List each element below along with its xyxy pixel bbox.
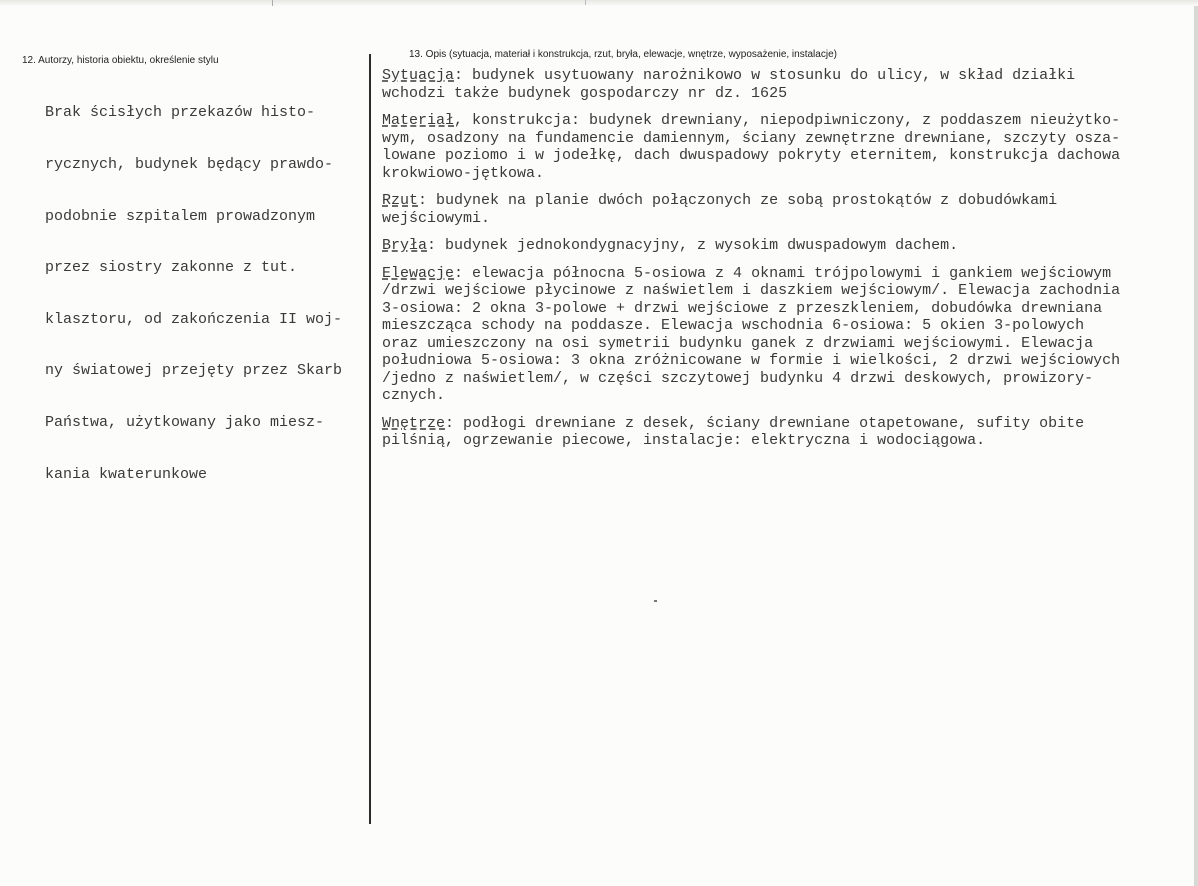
- card-top-edge: [0, 0, 1198, 6]
- description-line: [382, 415, 1182, 433]
- section-elewacje: [382, 265, 1182, 405]
- description-line: wchodzi także budynek gospodarczy nr dz. 1625: [382, 84, 788, 102]
- column-divider: [369, 54, 371, 824]
- section-bryła: [382, 237, 1182, 255]
- section-label: Materiał: [382, 112, 455, 129]
- description-line: oraz umieszczony na osi symetrii budynku ganek z drzwiami wejściowymi. Elewacja: [382, 334, 1094, 352]
- description-line: lowane poziomo i w jodełkę, dach dwuspadowy pokryty eternitem, konstrukcja dachowa: [382, 147, 1121, 164]
- history-line: Brak ścisłych przekazów histo-: [45, 104, 316, 122]
- description-line: cznych.: [382, 387, 446, 404]
- section-sytuacja: [382, 67, 1182, 102]
- description-line: /jedno z naświetlem/, w części szczytowej budynku 4 drzwi deskowych, prowizory-: [382, 369, 1094, 387]
- description-line: wejściowymi.: [382, 209, 491, 227]
- history-line: podobnie szpitalem prowadzonym: [45, 207, 316, 225]
- history-line: rycznych, budynek będący prawdo-: [45, 156, 334, 174]
- section-materiał: [382, 112, 1182, 182]
- description-line: [382, 192, 1182, 210]
- section-text: , konstrukcja: budynek drewniany, niepodpiwniczony, z poddaszem nieużytko-: [454, 112, 1121, 129]
- description-line: [382, 112, 1182, 130]
- description-line: pilśnią, ogrzewanie piecowe, instalacje: elektryczna i wodociągowa.: [382, 432, 986, 449]
- paper-mark: [585, 0, 586, 5]
- section-text: : budynek usytuowany narożnikowo w stosunku do ulicy, w skład działki: [454, 67, 1076, 84]
- section-label: Sytuacja: [382, 67, 455, 84]
- section-text: : podłogi drewniane z desek, ściany drewniane otapetowane, sufity obite: [445, 414, 1085, 432]
- description-line: południowa 5-osiowa: 3 okna zróżnicowane w formie i wielkości, 2 drzwi wejściowych: [382, 352, 1121, 369]
- section-label: Elewacje: [382, 264, 455, 282]
- section-label: Bryła: [382, 237, 428, 254]
- section-12-heading: 12. Autorzy, historia obiektu, określenie stylu: [22, 55, 219, 66]
- description-line: 3-osiowa: 2 okna 3-polowe + drzwi wejściowe z przeszkleniem, dobudówka drewniana: [382, 299, 1103, 317]
- section-13-heading: 13. Opis (sytuacja, materiał i konstrukcja, rzut, bryła, elewacje, wnętrze, wyposażenie, instalacje): [409, 49, 837, 60]
- section-text: : budynek na planie dwóch połączonych ze sobą prostokątów z dobudówkami: [418, 192, 1058, 209]
- history-text: [45, 70, 342, 517]
- description-line: [382, 237, 1182, 255]
- section-text: : elewacja północna 5-osiowa z 4 oknami trójpolowymi i gankiem wejściowym: [454, 264, 1112, 282]
- description-line: [382, 265, 1182, 283]
- section-label: Wnętrze: [382, 414, 446, 432]
- history-line: kania kwaterunkowe: [45, 465, 208, 483]
- history-line: przez siostry zakonne z tut.: [45, 259, 298, 277]
- history-line: Państwa, użytkowany jako miesz-: [45, 414, 325, 432]
- section-label: Rzut: [382, 192, 419, 209]
- description-line: wym, osadzony na fundamencie damiennym, ściany zewnętrzne drewniane, szczyty osza-: [382, 129, 1121, 147]
- description-line: /drzwi wejściowe płycinowe z naświetlem i daszkiem wejściowym/. Elewacja zachodnia: [382, 282, 1121, 299]
- history-line: ny światowej przejęty przez Skarb: [45, 362, 343, 380]
- paper-speck: [654, 600, 657, 602]
- description-line: mieszcząca schody na poddasze. Elewacja wschodnia 6-osiowa: 5 okien 3-polowych: [382, 317, 1085, 334]
- section-wnętrze: [382, 415, 1182, 450]
- description-text: [382, 67, 1182, 460]
- section-text: : budynek jednokondygnacyjny, z wysokim dwuspadowym dachem.: [427, 237, 959, 254]
- description-line: krokwiowo-jętkowa.: [382, 164, 545, 182]
- description-line: [382, 67, 1182, 85]
- section-rzut: [382, 192, 1182, 227]
- history-line: klasztoru, od zakończenia II woj-: [45, 310, 343, 328]
- paper-mark: [272, 0, 273, 6]
